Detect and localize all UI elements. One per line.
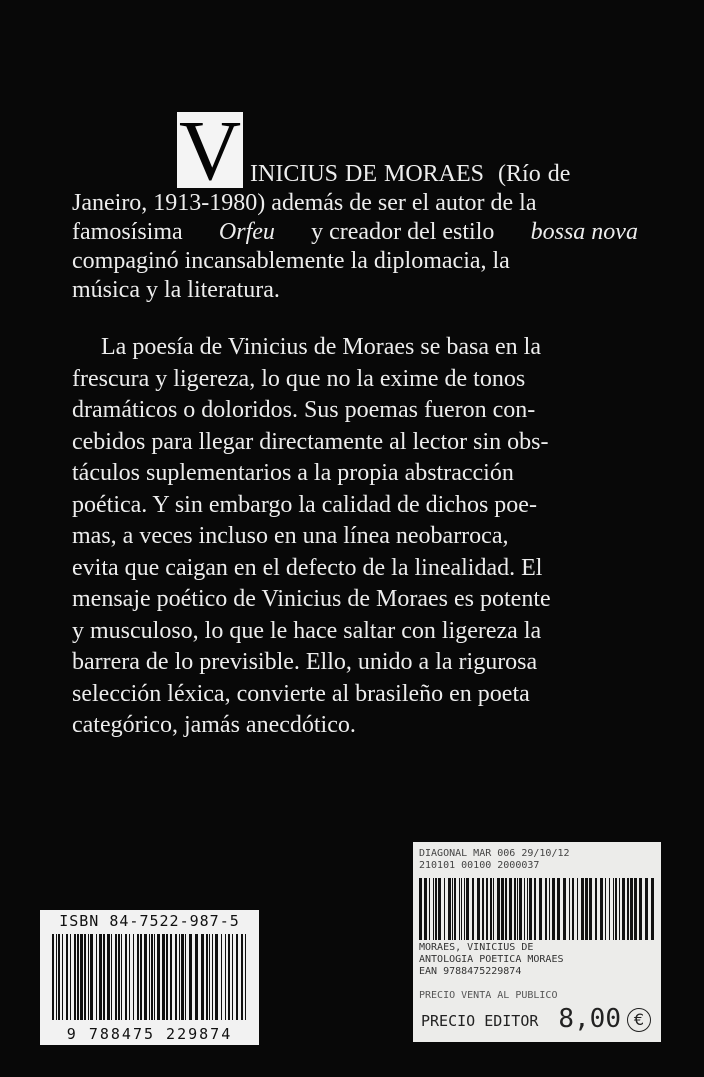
barcode-bar bbox=[600, 878, 603, 940]
paragraph-line: barrera de lo previsible. Ello, unido a la rigurosa bbox=[72, 649, 538, 675]
barcode-bar bbox=[557, 878, 560, 940]
barcode-bar bbox=[539, 878, 542, 940]
paragraph-line: cebidos para llegar directamente al lector sin obs- bbox=[72, 428, 549, 455]
paragraph-line: mensaje poético de Vinicius de Moraes es potente bbox=[72, 586, 551, 612]
barcode-bar bbox=[569, 878, 570, 940]
barcode-bar bbox=[201, 934, 204, 1020]
barcode-bar bbox=[215, 934, 218, 1020]
barcode-bar bbox=[435, 878, 437, 940]
barcode-bar bbox=[444, 878, 445, 940]
barcode-bar bbox=[581, 878, 584, 940]
barcode-bar bbox=[493, 878, 494, 940]
barcode-bar bbox=[482, 878, 484, 940]
barcode-bar bbox=[534, 878, 536, 940]
barcode-bar bbox=[121, 934, 122, 1020]
barcode-bar bbox=[486, 878, 488, 940]
barcode-bar bbox=[490, 878, 492, 940]
paragraph-line: táculos suplementarios a la propia abstracción bbox=[72, 460, 514, 486]
bio-line-3: famosísima Orfeu y creador del estilo bossa nova bbox=[72, 219, 638, 245]
bio-line-5: música y la literatura. bbox=[72, 277, 280, 303]
barcode-bar bbox=[206, 934, 208, 1020]
barcode-bar bbox=[241, 934, 243, 1020]
barcode-bar bbox=[149, 934, 150, 1020]
barcode-bar bbox=[118, 934, 120, 1020]
paragraph-line: categórico, jamás anecdótico. bbox=[72, 712, 356, 738]
barcode-bar bbox=[140, 934, 142, 1020]
isbn-label: ISBN 84-7522-987-5 bbox=[59, 912, 240, 930]
barcode-bar bbox=[577, 878, 578, 940]
barcode-bar bbox=[151, 934, 153, 1020]
barcode-bar bbox=[549, 878, 550, 940]
barcode-bar bbox=[221, 934, 222, 1020]
barcode-bar bbox=[137, 934, 139, 1020]
barcode-bar bbox=[645, 878, 648, 940]
barcode-bar bbox=[129, 934, 130, 1020]
barcode-bar bbox=[514, 878, 516, 940]
paragraph-line: y musculoso, lo que le hace saltar con ligereza la bbox=[72, 617, 542, 644]
barcode-bar bbox=[74, 934, 76, 1020]
barcode-bar bbox=[58, 934, 60, 1020]
barcode-bar bbox=[157, 934, 160, 1020]
barcode-bar bbox=[80, 934, 83, 1020]
barcode-bar bbox=[212, 934, 213, 1020]
barcode-bar bbox=[527, 878, 528, 940]
paragraph-line: La poesía de Vinicius de Moraes se basa en la bbox=[101, 334, 541, 360]
barcode-bar bbox=[179, 934, 180, 1020]
barcode-bar bbox=[466, 878, 469, 940]
sticker-product-info: MORAES, VINICIUS DE ANTOLOGIA POETICA MORAES EAN 9788475229874 bbox=[419, 942, 564, 977]
barcode-bar bbox=[609, 878, 610, 940]
author-bio bbox=[72, 160, 638, 305]
barcode-bar bbox=[189, 934, 192, 1020]
price-label: PRECIO EDITOR bbox=[421, 1012, 539, 1030]
barcode-bar bbox=[552, 878, 555, 940]
barcode-bar bbox=[613, 878, 614, 940]
barcode-bar bbox=[88, 934, 89, 1020]
barcode-bar bbox=[433, 878, 434, 940]
barcode-bar bbox=[84, 934, 86, 1020]
sticker-pvp-line: PRECIO VENTA AL PUBLICO bbox=[419, 990, 558, 1001]
barcode-bar bbox=[461, 878, 462, 940]
bio-line-2: Janeiro, 1913-1980) además de ser el autor de la bbox=[72, 190, 537, 216]
barcode-bar bbox=[505, 878, 507, 940]
barcode-bar bbox=[639, 878, 642, 940]
barcode-bar bbox=[195, 934, 198, 1020]
barcode-bar bbox=[634, 878, 637, 940]
drop-cap-letter: V bbox=[178, 102, 242, 198]
barcode-bar bbox=[595, 878, 597, 940]
barcode-bar bbox=[96, 934, 97, 1020]
barcode-bar bbox=[472, 878, 474, 940]
barcode-bar bbox=[563, 878, 566, 940]
barcode-bar bbox=[497, 878, 500, 940]
barcode-bar bbox=[175, 934, 177, 1020]
barcode-bar bbox=[181, 934, 184, 1020]
paragraph-line: selección léxica, convierte al brasileño en poeta bbox=[72, 680, 530, 707]
barcode-bar bbox=[651, 878, 654, 940]
barcode-bar bbox=[62, 934, 63, 1020]
isbn-number: 9 788475 229874 bbox=[66, 1025, 233, 1043]
barcode-bar bbox=[232, 934, 233, 1020]
barcode-bar bbox=[162, 934, 165, 1020]
barcode-bar bbox=[630, 878, 633, 940]
barcode-bar bbox=[517, 878, 518, 940]
barcode-bar bbox=[622, 878, 625, 940]
barcode-bar bbox=[225, 934, 226, 1020]
barcode-bar bbox=[429, 878, 430, 940]
barcode-bar bbox=[52, 934, 54, 1020]
barcode-bar bbox=[501, 878, 504, 940]
barcode-bar bbox=[477, 878, 480, 940]
barcode-bar bbox=[115, 934, 117, 1020]
barcode-bar bbox=[170, 934, 172, 1020]
barcode-bar bbox=[627, 878, 629, 940]
barcode-bar bbox=[524, 878, 525, 940]
barcode-bar bbox=[228, 934, 230, 1020]
barcode-bar bbox=[454, 878, 456, 940]
barcode-bar bbox=[459, 878, 460, 940]
barcode-bar bbox=[585, 878, 588, 940]
barcode-bar bbox=[107, 934, 110, 1020]
barcode-bar bbox=[545, 878, 547, 940]
barcode-bar bbox=[99, 934, 102, 1020]
barcode-bar bbox=[619, 878, 620, 940]
barcode-bar bbox=[572, 878, 574, 940]
barcode-bar bbox=[519, 878, 522, 940]
barcode-bar bbox=[419, 878, 422, 940]
sticker-header: DIAGONAL MAR 006 29/10/12 210101 00100 2000037 bbox=[419, 848, 570, 871]
paragraph-line: frescura y ligereza, lo que no la exime de tonos bbox=[72, 365, 526, 392]
barcode-bar bbox=[144, 934, 147, 1020]
paragraph-line: mas, a veces incluso en una línea neobarroca, bbox=[72, 523, 509, 549]
barcode-bar bbox=[236, 934, 238, 1020]
barcode-bar bbox=[509, 878, 512, 940]
barcode-bar bbox=[209, 934, 210, 1020]
paragraph-line: evita que caigan en el defecto de la linealidad. El bbox=[72, 554, 543, 581]
price-value: 8,00 bbox=[558, 1004, 621, 1034]
barcode-bar bbox=[448, 878, 451, 940]
barcode-bar bbox=[589, 878, 592, 940]
barcode-bar bbox=[615, 878, 617, 940]
barcode-bar bbox=[103, 934, 105, 1020]
barcode-bar bbox=[452, 878, 453, 940]
barcode-bar bbox=[605, 878, 606, 940]
barcode-bar bbox=[424, 878, 427, 940]
barcode-bar bbox=[56, 934, 57, 1020]
isbn-barcode-bars bbox=[52, 934, 248, 1020]
barcode-bar bbox=[464, 878, 465, 940]
description-paragraph bbox=[72, 332, 638, 742]
bio-line-1: INICIUS DE MORAES (Río de bbox=[250, 161, 571, 187]
barcode-bar bbox=[438, 878, 441, 940]
barcode-bar bbox=[529, 878, 532, 940]
barcode-bar bbox=[133, 934, 134, 1020]
barcode-bar bbox=[90, 934, 93, 1020]
barcode-bar bbox=[70, 934, 71, 1020]
barcode-bar bbox=[77, 934, 79, 1020]
euro-icon: € bbox=[627, 1008, 651, 1032]
barcode-bar bbox=[154, 934, 155, 1020]
sticker-barcode-bars bbox=[419, 878, 655, 940]
barcode-bar bbox=[245, 934, 246, 1020]
paragraph-line: poética. Y sin embargo la calidad de dichos poe- bbox=[72, 491, 537, 518]
barcode-bar bbox=[111, 934, 112, 1020]
barcode-bar bbox=[166, 934, 168, 1020]
isbn-barcode bbox=[40, 910, 259, 1045]
sticker-price-row bbox=[419, 1004, 655, 1036]
paragraph-line: dramáticos o doloridos. Sus poemas fueron con- bbox=[72, 397, 536, 423]
barcode-bar bbox=[185, 934, 186, 1020]
barcode-bar bbox=[125, 934, 127, 1020]
bio-line-4: compaginó incansablemente la diplomacia, la bbox=[72, 248, 510, 274]
barcode-bar bbox=[66, 934, 68, 1020]
price-sticker bbox=[413, 842, 661, 1042]
